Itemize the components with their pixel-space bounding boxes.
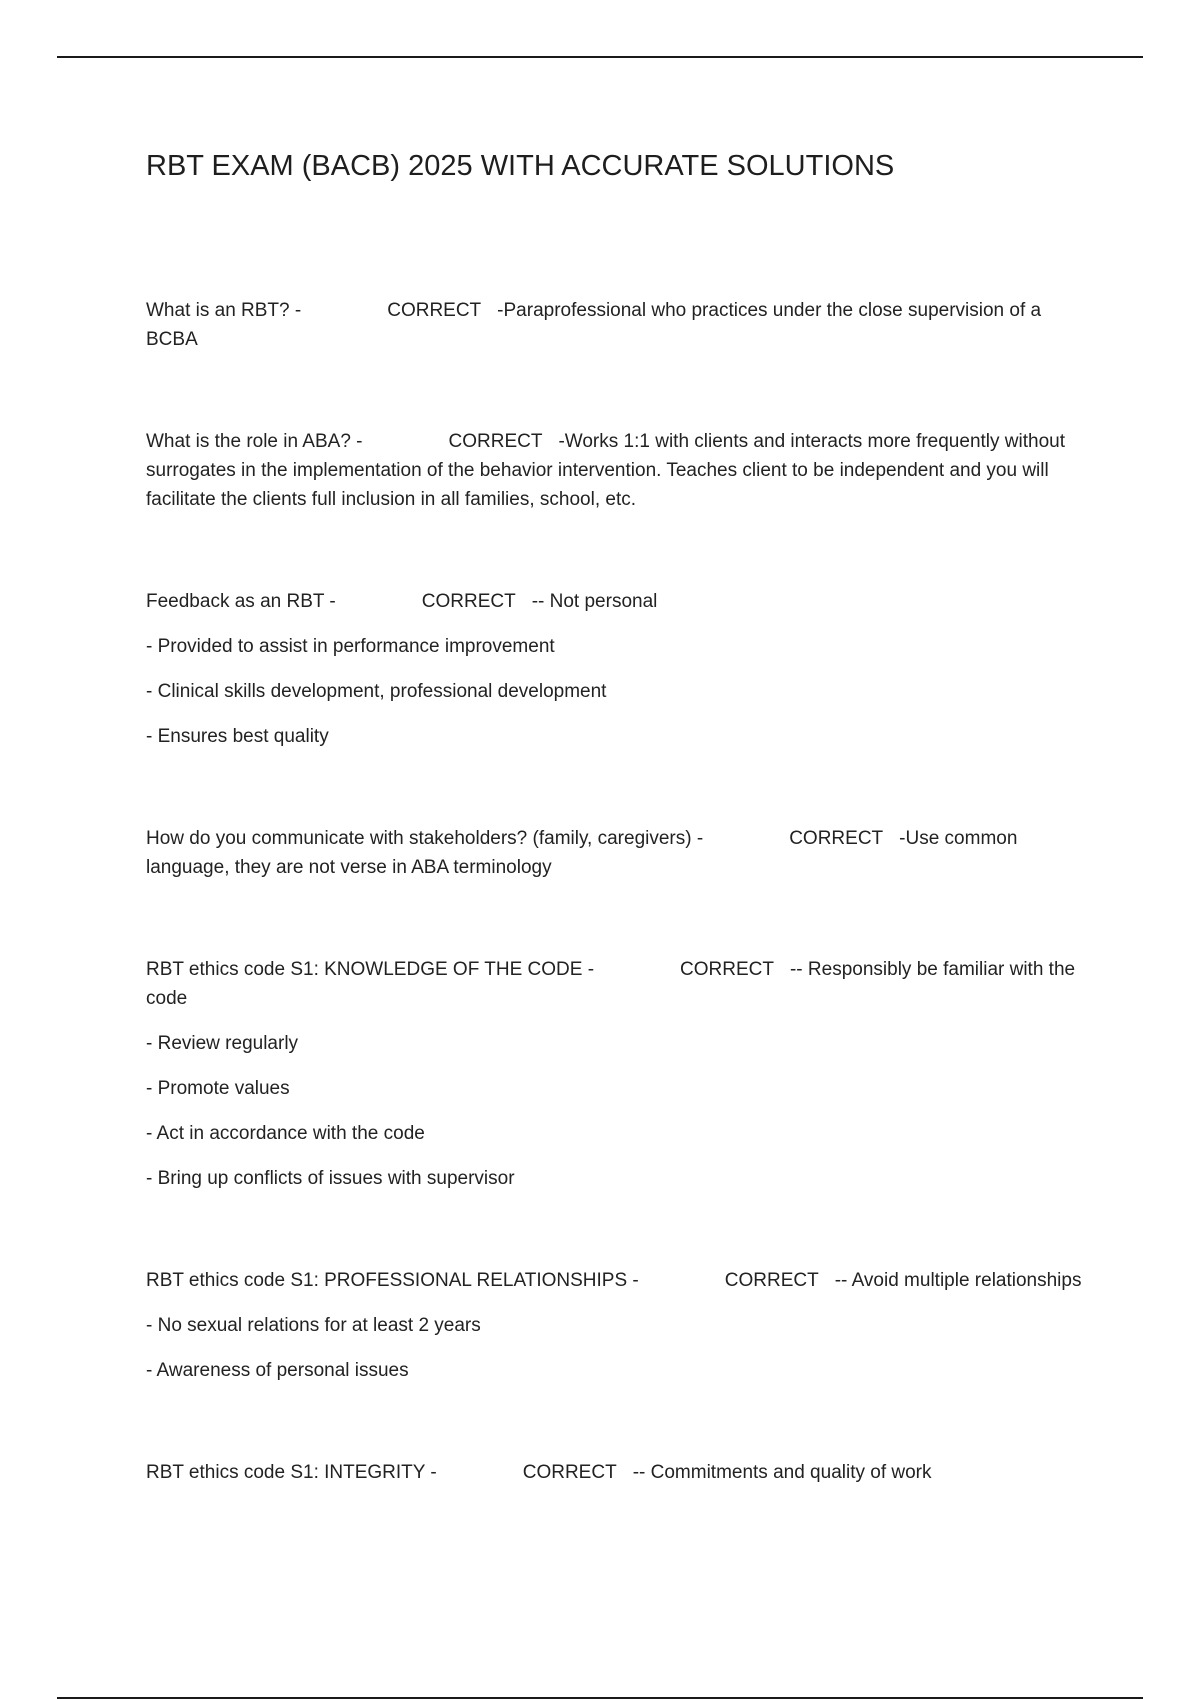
- answer-bullet: - Promote values: [146, 1078, 290, 1099]
- correct-label: CORRECT: [680, 959, 774, 980]
- correct-label: CORRECT: [448, 431, 543, 452]
- top-rule: [57, 56, 1143, 58]
- qa-entry: [146, 1266, 1086, 1385]
- question-text: RBT ethics code S1: PROFESSIONAL RELATIONSHIPS -: [146, 1270, 639, 1291]
- qa-list: [146, 296, 1086, 1487]
- answer-text: -Use common language, they are not verse in ABA terminology: [146, 828, 1018, 878]
- qa-entry: [146, 587, 1086, 751]
- answer-bullet: - Review regularly: [146, 1033, 299, 1054]
- answer-text: -- Not personal: [531, 591, 658, 612]
- answer-text: -- Commitments and quality of work: [632, 1462, 932, 1483]
- qa-line: [146, 296, 1086, 354]
- qa-entry: [146, 296, 1086, 354]
- qa-entry: [146, 427, 1086, 514]
- answer-bullet: - Ensures best quality: [146, 726, 329, 747]
- answer-bullet: - Awareness of personal issues: [146, 1360, 409, 1381]
- question-text: RBT ethics code S1: KNOWLEDGE OF THE CODE -: [146, 959, 595, 980]
- bottom-rule: [57, 1697, 1143, 1699]
- answer-text: -- Responsibly be familiar with the code: [146, 959, 1076, 1009]
- question-text: How do you communicate with stakeholders? (family, caregivers) -: [146, 828, 704, 849]
- correct-label: CORRECT: [724, 1270, 819, 1291]
- question-text: RBT ethics code S1: INTEGRITY -: [146, 1462, 437, 1483]
- qa-entry: [146, 955, 1086, 1193]
- question-text: Feedback as an RBT -: [146, 591, 336, 612]
- answer-text: -Paraprofessional who practices under the close supervision of a BCBA: [146, 300, 1042, 350]
- qa-line: [146, 427, 1086, 514]
- question-text: What is an RBT? -: [146, 300, 302, 321]
- qa-line: [146, 587, 1086, 616]
- answer-bullet: - Clinical skills development, professional development: [146, 681, 607, 702]
- qa-line: [146, 955, 1086, 1013]
- correct-label: CORRECT: [789, 828, 884, 849]
- document-body: [146, 150, 1086, 1487]
- question-text: What is the role in ABA? -: [146, 431, 363, 452]
- answer-bullet: - Bring up conflicts of issues with supervisor: [146, 1168, 515, 1189]
- qa-line: [146, 824, 1086, 882]
- answer-text: -- Avoid multiple relationships: [834, 1270, 1082, 1291]
- qa-line: [146, 1266, 1086, 1295]
- answer-bullet: - No sexual relations for at least 2 years: [146, 1315, 481, 1336]
- answer-bullet: - Act in accordance with the code: [146, 1123, 425, 1144]
- answer-text: -Works 1:1 with clients and interacts more frequently without surrogates in the implementation of the behavior intervention. Teaches client to be independent and you will facilitate the clients full inclusion in all families, school, etc.: [146, 431, 1065, 510]
- qa-line: [146, 1458, 1086, 1487]
- qa-entry: [146, 824, 1086, 882]
- answer-bullet: - Provided to assist in performance improvement: [146, 636, 555, 657]
- document-title: RBT EXAM (BACB) 2025 WITH ACCURATE SOLUTIONS: [146, 150, 895, 182]
- correct-label: CORRECT: [421, 591, 516, 612]
- correct-label: CORRECT: [522, 1462, 617, 1483]
- correct-label: CORRECT: [387, 300, 482, 321]
- qa-entry: [146, 1458, 1086, 1487]
